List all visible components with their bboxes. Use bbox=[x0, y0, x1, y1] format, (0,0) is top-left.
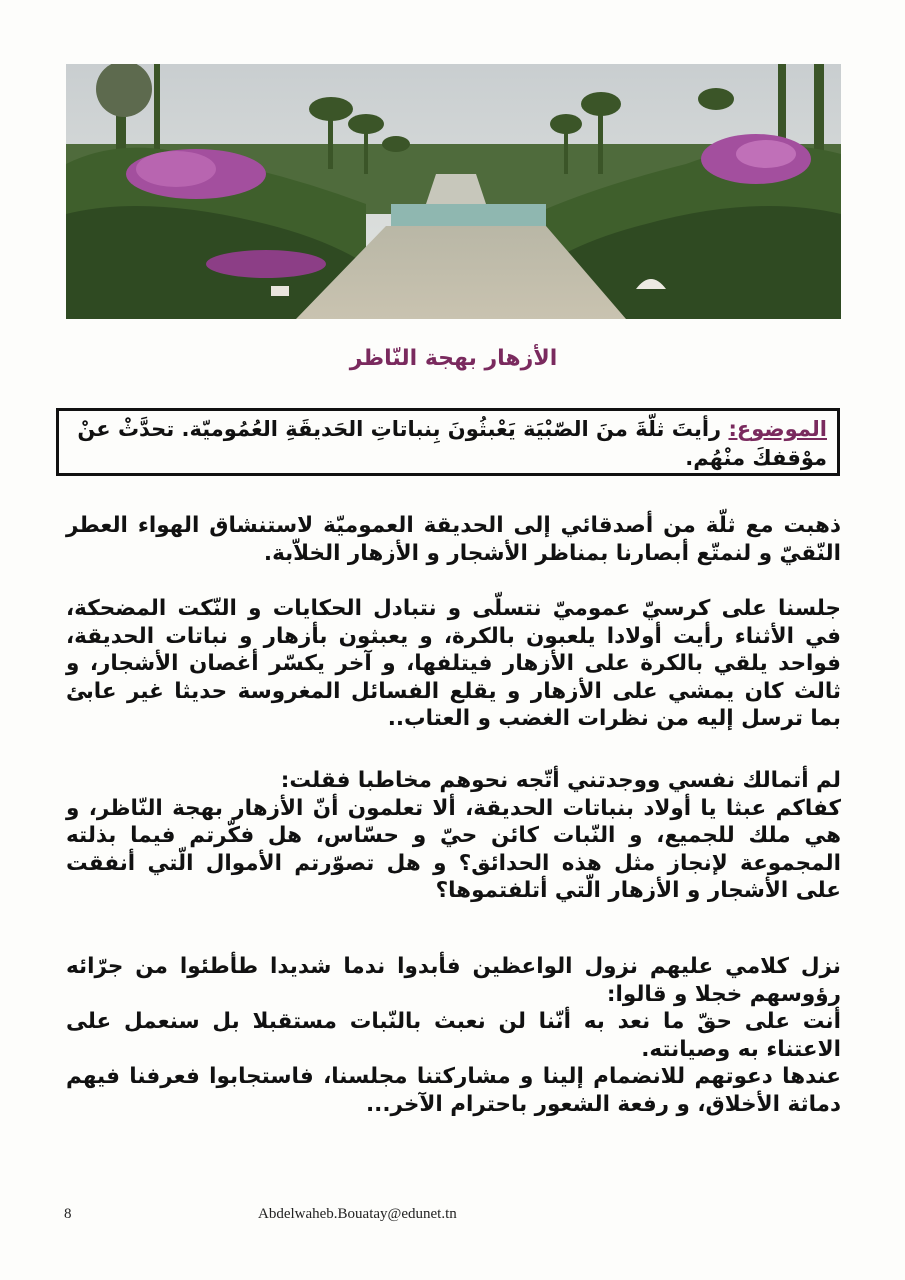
paragraph-3 bbox=[66, 767, 841, 905]
topic-label: الموضوع: bbox=[728, 417, 827, 441]
paragraph-line: أنت على حقّ ما نعد به أنّنا لن نعبث بالنّبات مستقبلا بل سنعمل على الاعتناء به وصيانته. bbox=[66, 1009, 841, 1062]
paragraph-line: جلسنا على كرسيّ عموميّ نتسلّى و نتبادل الحكايات و النّكت المضحكة، في الأثناء رأيت أولادا يلعبون بالكرة، و يعبثون بأزهار و نباتات الحديقة، فواحد يلقي بالكرة على الأزهار فيتلفها، و آخر يكسّر أغصان الأشجار، و ثالث كان يمشي على الأزهار و يقلع الفسائل المغروسة حديثا غير عابئ بما ترسل إليه من نظرات الغضب و العتاب.. bbox=[66, 596, 841, 732]
paragraph-line: عندها دعوتهم للانضمام إلينا و مشاركتنا مجلسنا، فاستجابوا فعرفنا فيهم دماثة الأخلاق، و رفعة الشعور باحترام الآخر... bbox=[66, 1064, 841, 1117]
paragraph-line: كفاكم عبثا يا أولاد بنباتات الحديقة، ألا تعلمون أنّ الأزهار بهجة النّاظر، و هي ملك للجميع، و النّبات كائن حيّ و حسّاس، هل فكّرتم فيما بذلته المجموعة لإنجاز مثل هذه الحدائق؟ و هل تصوّرتم الأموال الّتي أنفقت على الأشجار و الأزهار الّتي أتلفتموها؟ bbox=[66, 795, 841, 904]
topic-text: رأيتَ ثلّةَ منَ الصّبْيَة يَعْبثُونَ بِنباتاتِ الحَديقَةِ العُمُوميّة. تحدَّثْ عنْ موْقفكَ منْهُم. bbox=[77, 417, 827, 470]
paragraph-2 bbox=[66, 595, 841, 733]
author-email: Abdelwaheb.Bouatay@edunet.tn bbox=[258, 1206, 457, 1222]
paragraph-line: لم أتمالك نفسي ووجدتني أتّجه نحوهم مخاطبا فقلت: bbox=[280, 768, 841, 793]
topic-box bbox=[56, 408, 840, 476]
paragraph-1 bbox=[66, 512, 841, 567]
paragraph-line: ذهبت مع ثلّة من أصدقائي إلى الحديقة العموميّة لاستنشاق الهواء العطر النّقيّ و لنمتّع أبصارنا بمناظر الأشجار و الأزهار الخلاّبة. bbox=[66, 513, 841, 566]
garden-photo bbox=[66, 64, 841, 319]
page-title: الأزهار بهجة النّاظر bbox=[349, 346, 558, 371]
paragraph-4 bbox=[66, 953, 841, 1119]
page-number: 8 bbox=[64, 1206, 72, 1222]
paragraph-line: نزل كلامي عليهم نزول الواعظين فأبدوا ندما شديدا طأطئوا من جرّائه رؤوسهم خجلا و قالوا: bbox=[66, 954, 841, 1007]
